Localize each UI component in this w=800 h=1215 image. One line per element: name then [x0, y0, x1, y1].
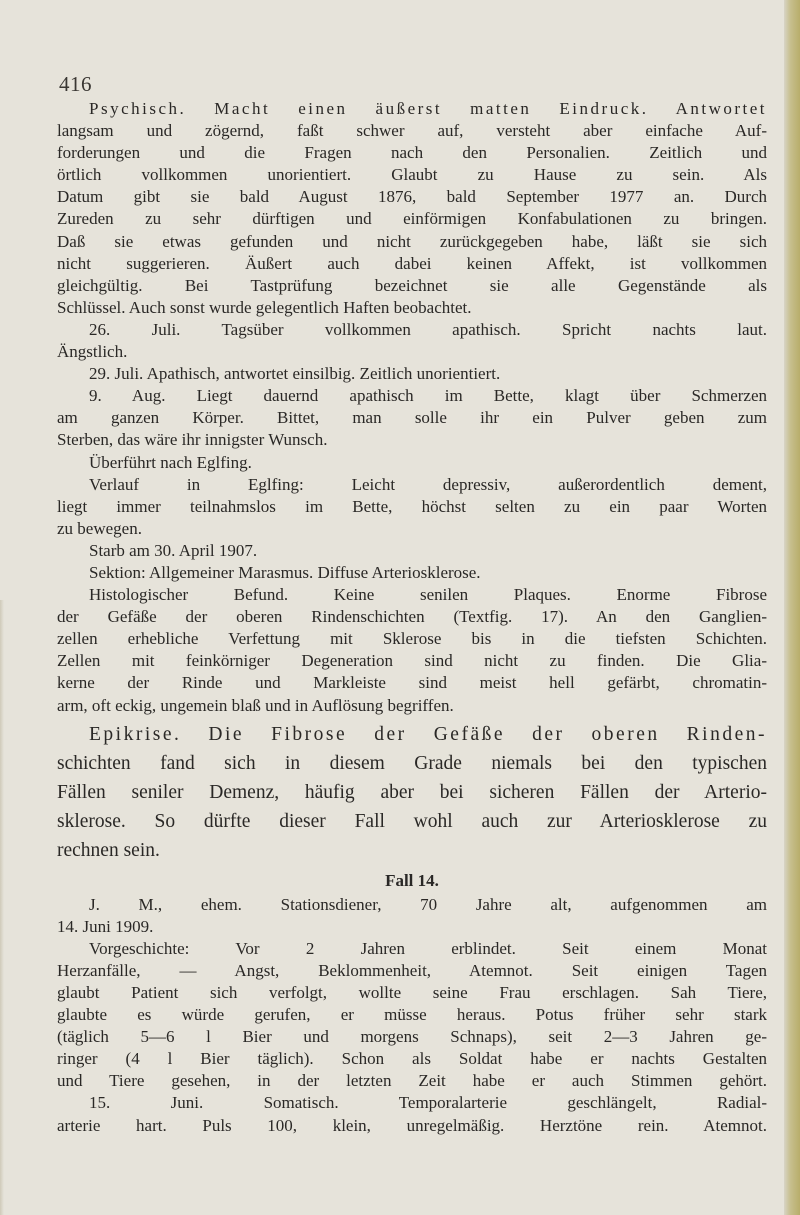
text-line: (täglich 5—6 l Bier und morgens Schnaps), seit 2—3 Jahren ge- [57, 1027, 767, 1047]
page-edge-left [0, 600, 4, 1215]
text-line: Vorgeschichte: Vor 2 Jahren erblindet. Seit einem Monat [89, 938, 767, 958]
run-in-heading: Psychisch. Macht einen äußerst matten Eindruck. Antwortet [89, 99, 767, 118]
text-line: 9. Aug. Liegt dauernd apathisch im Bette, klagt über Schmerzen [89, 386, 767, 406]
text-line: Starb am 30. April 1907. [89, 540, 258, 560]
paragraph-15-juni [57, 1092, 767, 1136]
page-number: 416 [59, 72, 92, 96]
text-line: Verlauf in Eglfing: Leicht depressiv, außerordentlich dement, [89, 474, 767, 494]
text-line: Schlüssel. Auch sonst wurde gelegentlich Haften beobachtet. [57, 297, 472, 317]
paragraph-sektion [57, 562, 767, 584]
paragraph-histologischer-befund [57, 584, 767, 717]
text-line: nicht suggerieren. Äußert auch dabei keinen Affekt, ist vollkommen [57, 253, 767, 273]
text-line: langsam und zögernd, faßt schwer auf, versteht aber einfache Auf- [57, 121, 767, 141]
text-line: der Gefäße der oberen Rindenschichten (Textfig. 17). An den Ganglien- [57, 607, 767, 627]
text-line: 26. Juli. Tagsüber vollkommen apathisch. Spricht nachts laut. [89, 319, 767, 339]
text-line: glaubte es würde gerufen, er müsse heraus. Potus früher sehr stark [57, 1005, 767, 1025]
paragraph-ueberfuehrt [57, 452, 767, 474]
paragraph-26-juli [57, 319, 767, 363]
text-line: gleichgültig. Bei Tastprüfung bezeichnet sie alle Gegenstände als [57, 275, 767, 295]
paragraph-patient-info [57, 894, 767, 938]
text-line: 15. Juni. Somatisch. Temporalarterie geschlängelt, Radial- [89, 1093, 767, 1113]
text-line: glaubt Patient sich verfolgt, wollte seine Frau erschlagen. Sah Tiere, [57, 983, 767, 1002]
text-line: Histologischer Befund. Keine senilen Plaques. Enorme Fibrose [89, 585, 767, 605]
text-line: ringer (4 l Bier täglich). Schon als Soldat habe er nachts Gestalten [57, 1049, 767, 1069]
text-line: örtlich vollkommen unorientiert. Glaubt zu Hause zu sein. Als [57, 165, 767, 185]
text-line: kerne der Rinde und Markleiste sind meist hell gefärbt, chromatin- [57, 673, 767, 693]
paragraph-9-aug [57, 385, 767, 451]
page-edge-shadow [784, 0, 800, 1215]
text-line: zellen erhebliche Verfettung mit Sklerose bis in die tiefsten Schichten. [57, 629, 767, 649]
text-line: Daß sie etwas gefunden und nicht zurückgegeben habe, läßt sie sich [57, 231, 767, 251]
text-line: 29. Juli. Apathisch, antwortet einsilbig. Zeitlich unorientiert. [89, 364, 501, 384]
text-line: sklerose. So dürfte dieser Fall wohl auch zur Arteriosklerose zu [57, 810, 767, 832]
text-line: Fällen seniler Demenz, häufig aber bei sicheren Fällen der Arterio- [57, 781, 767, 803]
paragraph-verlauf [57, 474, 767, 540]
paragraph-vorgeschichte [57, 938, 767, 1093]
paragraph-epikrise [57, 720, 767, 865]
case-heading: Fall 14. [385, 870, 439, 890]
text-line: Ängstlich. [57, 342, 128, 362]
text-line: Herzanfälle, — Angst, Beklommenheit, Atemnot. Seit einigen Tagen [57, 960, 767, 980]
epikrise-heading: Epikrise. Die Fibrose der Gefäße der oberen Rinden- [89, 723, 767, 745]
body-text [57, 98, 767, 1137]
text-line: Datum gibt sie bald August 1876, bald September 1977 an. Durch [57, 187, 767, 207]
text-line: Zureden zu sehr dürftigen und einförmigen Konfabulationen zu bringen. [57, 209, 767, 229]
text-line: arm, oft eckig, ungemein blaß und in Auflösung begriffen. [57, 695, 454, 715]
text-line: arterie hart. Puls 100, klein, unregelmäßig. Herztöne rein. Atemnot. [57, 1115, 767, 1135]
text-line: J. M., ehem. Stationsdiener, 70 Jahre alt, aufgenommen am [89, 894, 767, 914]
text-line: Zellen mit feinkörniger Degeneration sind nicht zu finden. Die Glia- [57, 651, 767, 671]
text-line [57, 98, 767, 120]
text-line: Überführt nach Eglfing. [89, 452, 252, 472]
text-line: liegt immer teilnahmslos im Bette, höchst selten zu ein paar Worten [57, 496, 767, 516]
paragraph-29-juli [57, 363, 767, 385]
paragraph-psychisch [57, 98, 767, 319]
text-line [57, 720, 767, 749]
text-line: Sterben, das wäre ihr innigster Wunsch. [57, 430, 328, 450]
text-line: rechnen sein. [57, 839, 160, 861]
text-line: schichten fand sich in diesem Grade niemals bei den typischen [57, 752, 767, 774]
text-line: Sektion: Allgemeiner Marasmus. Diffuse Arteriosklerose. [89, 562, 481, 582]
text-line: und Tiere gesehen, in der letzten Zeit habe er auch Stimmen gehört. [57, 1071, 767, 1091]
paragraph-starb [57, 540, 767, 562]
text-line: am ganzen Körper. Bittet, man solle ihr ein Pulver geben zum [57, 408, 767, 428]
text-line: forderungen und die Fragen nach den Personalien. Zeitlich und [57, 143, 767, 163]
text-line: zu bewegen. [57, 518, 142, 538]
text-line: 14. Juni 1909. [57, 916, 154, 936]
